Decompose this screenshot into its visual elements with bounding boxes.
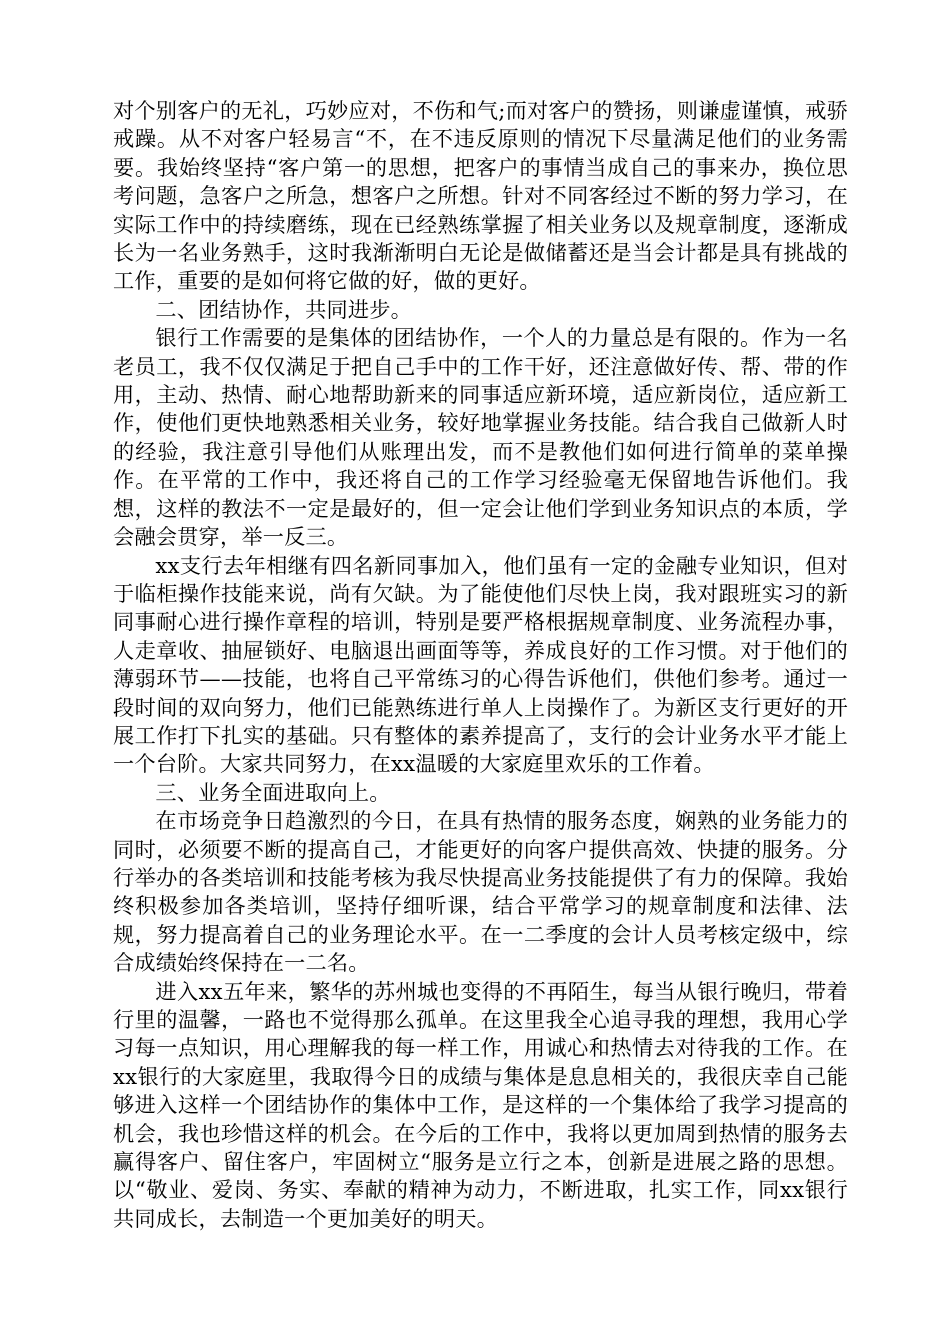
document-body: [113, 97, 848, 1233]
body-paragraph: xx支行去年相继有四名新同事加入，他们虽有一定的金融专业知识，但对于临柜操作技能来说，尚有欠缺。为了能使他们尽快上岗，我对跟班实习的新同事耐心进行操作章程的培训，特别是要严格根据规章制度、业务流程办事，人走章收、抽屉锁好、电脑退出画面等等，养成良好的工作习惯。对于他们的薄弱环节——技能，也将自己平常练习的心得告诉他们，供他们参考。通过一段时间的双向努力，他们已能熟练进行单人上岗操作了。为新区支行更好的开展工作打下扎实的基础。只有整体的素养提高了，支行的会计业务水平才能上一个台阶。大家共同努力，在xx温暖的大家庭里欢乐的工作着。: [113, 552, 848, 777]
body-paragraph: 对个别客户的无礼，巧妙应对，不伤和气;而对客户的赞扬，则谦虚谨慎，戒骄戒躁。从不对客户轻易言“不，在不违反原则的情况下尽量满足他们的业务需要。我始终坚持“客户第一的思想，把客户的事情当成自己的事来办，换位思考问题，急客户之所急，想客户之所想。针对不同客经过不断的努力学习，在实际工作中的持续磨练，现在已经熟练掌握了相关业务以及规章制度，逐渐成长为一名业务熟手，这时我渐渐明白无论是做储蓄还是当会计都是具有挑战的工作，重要的是如何将它做的好，做的更好。: [113, 98, 848, 294]
section-heading: 二、团结协作，共同进步。: [155, 296, 413, 322]
body-paragraph: 进入xx五年来，繁华的苏州城也变得的不再陌生，每当从银行晚归，带着行里的温馨，一路也不觉得那么孤单。在这里我全心追寻我的理想，我用心学习每一点知识，用心理解我的每一样工作，用诚心和热情去对待我的工作。在xx银行的大家庭里，我取得今日的成绩与集体是息息相关的，我很庆幸自己能够进入这样一个团结协作的集体中工作，是这样的一个集体给了我学习提高的机会，我也珍惜这样的机会。在今后的工作中，我将以更加周到热情的服务去赢得客户、留住客户，牢固树立“服务是立行之本，创新是进展之路的思想。以“敬业、爱岗、务实、奉献的精神为动力，不断进取，扎实工作，同xx银行共同成长，去制造一个更加美好的明天。: [113, 978, 848, 1231]
section-heading: 三、业务全面进取向上。: [155, 779, 391, 805]
body-paragraph: 在市场竞争日趋激烈的今日，在具有热情的服务态度，娴熟的业务能力的同时，必须要不断的提高自己，才能更好的向客户提供高效、快捷的服务。分行举办的各类培训和技能考核为我尽快提高业务技能提供了有力的保障。我始终积极参加各类培训，坚持仔细听课，结合平常学习的规章制度和法律、法规，努力提高着自己的业务理论水平。在一二季度的会计人员考核定级中，综合成绩始终保持在一二名。: [113, 808, 848, 976]
body-paragraph: 银行工作需要的是集体的团结协作，一个人的力量总是有限的。作为一名老员工，我不仅仅满足于把自己手中的工作干好，还注意做好传、帮、带的作用，主动、热情、耐心地帮助新来的同事适应新环境，适应新岗位，适应新工作，使他们更快地熟悉相关业务，较好地掌握业务技能。结合我自己做新人时的经验，我注意引导他们从账理出发，而不是教他们如何进行简单的菜单操作。在平常的工作中，我还将自己的工作学习经验毫无保留地告诉他们。我想，这样的教法不一定是最好的，但一定会让他们学到业务知识点的本质，学会融会贯穿，举一反三。: [113, 325, 848, 550]
